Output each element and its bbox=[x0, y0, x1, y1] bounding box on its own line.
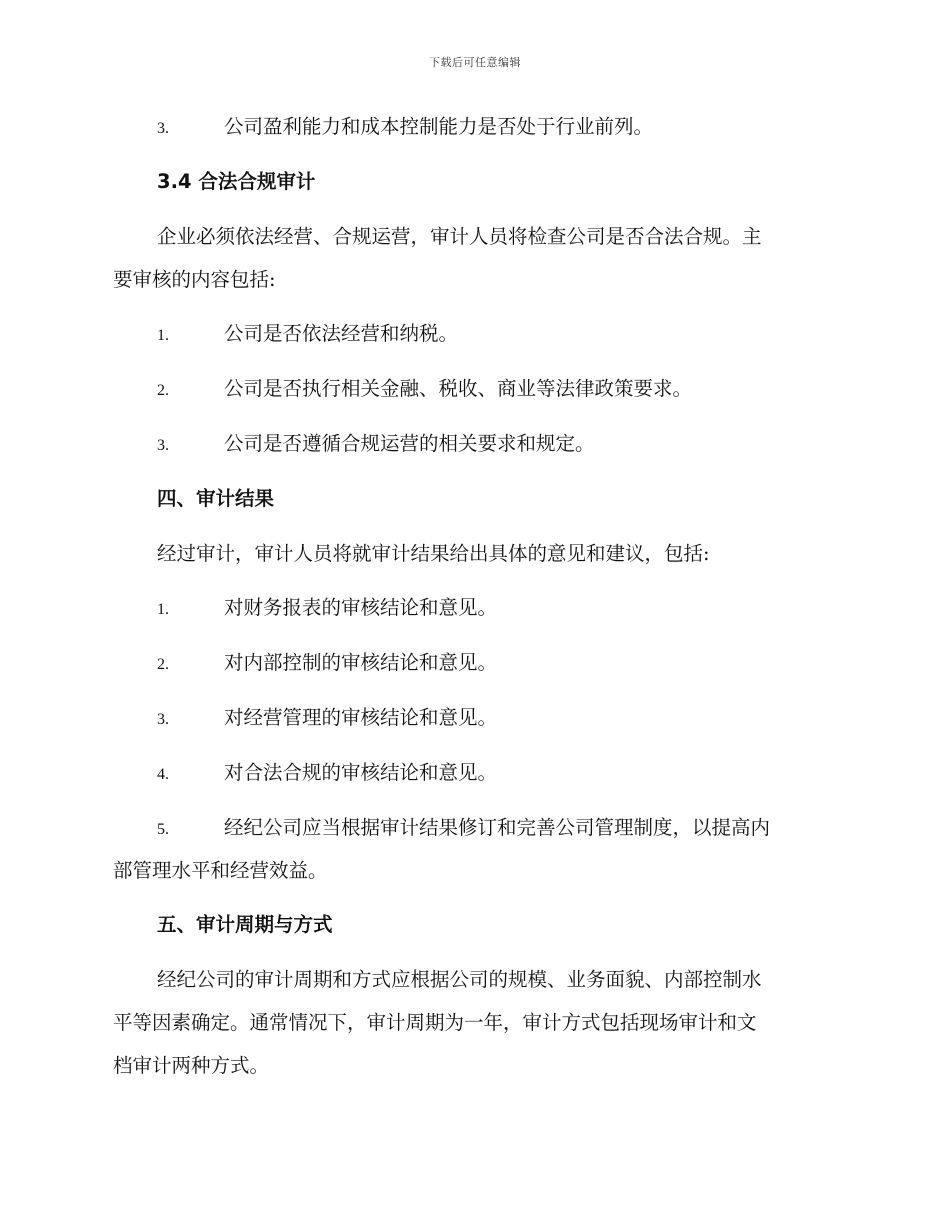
list-item-text: 对内部控制的审核结论和意见。 bbox=[224, 651, 498, 674]
list-number: 2. bbox=[157, 382, 169, 399]
paragraph-line: 经过审计，审计人员将就审计结果给出具体的意见和建议，包括: bbox=[157, 542, 710, 565]
section-heading-4: 四、审计结果 bbox=[157, 487, 275, 510]
list-item-text: 公司是否遵循合规运营的相关要求和规定。 bbox=[224, 432, 595, 455]
page-header: 下载后可任意编辑 bbox=[429, 56, 521, 69]
list-number: 2. bbox=[157, 656, 169, 673]
paragraph-line: 企业必须依法经营、合规运营，审计人员将检查公司是否合法合规。主 bbox=[157, 225, 762, 248]
section-heading-3-4: 3.4 合法合规审计 bbox=[157, 170, 316, 193]
list-item-text: 对经营管理的审核结论和意见。 bbox=[224, 706, 498, 729]
paragraph-line: 要审核的内容包括: bbox=[113, 268, 276, 291]
list-item-text-continued: 部管理水平和经营效益。 bbox=[113, 859, 328, 882]
list-number: 3. bbox=[157, 711, 169, 728]
list-item-text: 公司是否执行相关金融、税收、商业等法律政策要求。 bbox=[224, 377, 693, 400]
paragraph-line: 经纪公司的审计周期和方式应根据公司的规模、业务面貌、内部控制水 bbox=[157, 968, 762, 991]
paragraph-line: 平等因素确定。通常情况下，审计周期为一年，审计方式包括现场审计和文 bbox=[113, 1011, 757, 1034]
list-number: 1. bbox=[157, 601, 169, 618]
list-number: 5. bbox=[157, 821, 169, 838]
list-number: 1. bbox=[157, 327, 169, 344]
list-item-text: 公司是否依法经营和纳税。 bbox=[224, 322, 459, 345]
list-item-text: 公司盈利能力和成本控制能力是否处于行业前列。 bbox=[224, 115, 654, 138]
list-number: 3. bbox=[157, 437, 169, 454]
paragraph-line: 档审计两种方式。 bbox=[113, 1054, 270, 1077]
list-number: 3. bbox=[157, 120, 169, 137]
list-item-text: 经纪公司应当根据审计结果修订和完善公司管理制度，以提高内 bbox=[224, 816, 771, 839]
list-item-text: 对合法合规的审核结论和意见。 bbox=[224, 761, 498, 784]
list-item-text: 对财务报表的审核结论和意见。 bbox=[224, 596, 498, 619]
list-number: 4. bbox=[157, 766, 169, 783]
section-heading-5: 五、审计周期与方式 bbox=[157, 913, 333, 936]
